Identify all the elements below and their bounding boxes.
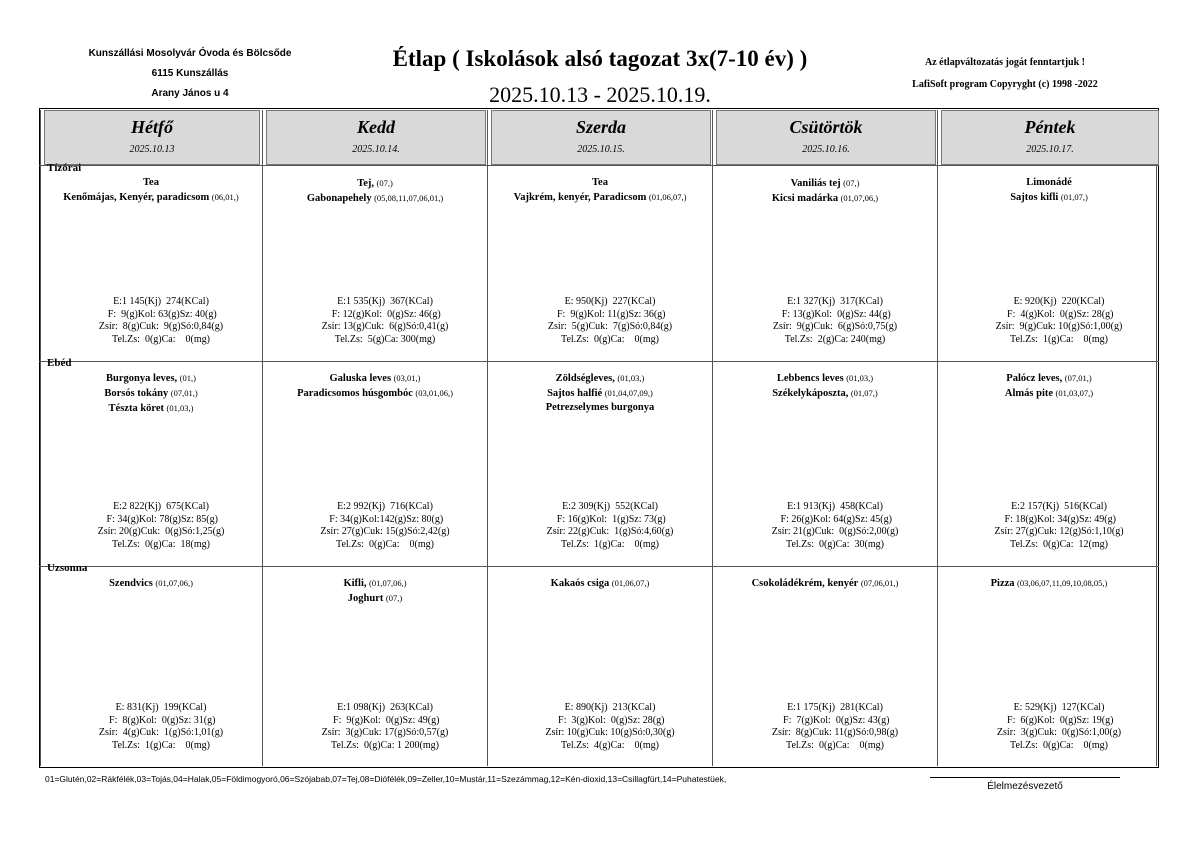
dish-allergens: (01,07,): [850, 388, 878, 398]
dish: [42, 401, 260, 416]
dish-name: Limonádé: [1026, 177, 1072, 188]
menu-cell: [264, 176, 486, 206]
column-divider: [937, 110, 938, 766]
dish-name: Paradicsomos húsgombóc: [297, 388, 413, 399]
dish: [714, 191, 936, 206]
dish-allergens: (06,01,): [211, 192, 239, 202]
menu-cell: [489, 371, 711, 415]
dish-allergens: (07,): [385, 593, 403, 603]
meal-label: Ebéd: [47, 357, 72, 369]
dish-allergens: (03,06,07,11,09,10,08,05,): [1017, 578, 1108, 588]
column-divider: [40, 110, 41, 766]
date-range: 2025.10.13 - 2025.10.19.: [489, 82, 711, 107]
allergen-legend: 01=Glutén,02=Rákfélék,03=Tojás,04=Halak,05=Földimogyoró,06=Szójabab,07=Tej,08=Diófélék,09=Zeller,10=Mustár,11=Szezámmag,12=Kén-dioxid,13=Csillagfürt,14=Puhatestüek,: [45, 774, 727, 784]
menu-cell: [264, 371, 486, 401]
dish-name: Palócz leves,: [1006, 373, 1063, 384]
dish: [939, 371, 1159, 386]
menu-cell: [714, 371, 936, 401]
dish: [489, 176, 711, 190]
dish: [42, 190, 260, 205]
dish-name: Kakaós csiga: [550, 578, 610, 589]
dish: [264, 591, 486, 606]
nutrition-info: E: 890(Kj) 213(KCal) F: 3(g)Kol: 0(g)Sz: 28(g) Zsír: 10(g)Cuk: 10(g)Só:0,30(g) Tel.Zs: 4(g)Ca: 0(mg): [545, 702, 675, 751]
dish-name: Lebbencs leves: [776, 373, 844, 384]
dish: [42, 386, 260, 401]
nutrition-info: E:2 157(Kj) 516(KCal) F: 18(g)Kol: 34(g)Sz: 49(g) Zsír: 27(g)Cuk: 12(g)Só:1,10(g) Tel.Zs: 0(g)Ca: 12(mg): [994, 501, 1124, 550]
org-header: [60, 44, 320, 104]
dish: [489, 401, 711, 415]
day-name: Kedd: [357, 117, 395, 137]
dish: [939, 176, 1159, 190]
nutrition-info: E:2 992(Kj) 716(KCal) F: 34(g)Kol:142(g)Sz: 80(g) Zsír: 27(g)Cuk: 15(g)Só:2,42(g) Tel.Zs: 0(g)Ca: 0(mg): [320, 501, 450, 550]
row-divider: [39, 361, 1159, 362]
nutrition-info: E:1 327(Kj) 317(KCal) F: 13(g)Kol: 0(g)Sz: 44(g) Zsír: 9(g)Cuk: 6(g)Só:0,75(g) Tel.Zs: 2(g)Ca: 240(mg): [772, 296, 898, 345]
dish: [939, 386, 1159, 401]
day-header: [941, 110, 1159, 165]
dish-allergens: (03,01,06,): [415, 388, 453, 398]
dish: [714, 386, 936, 401]
dish: [939, 190, 1159, 205]
org-street: Arany János u 4: [151, 88, 229, 99]
dish: [264, 176, 486, 191]
column-divider: [1156, 110, 1157, 766]
notice-block: [860, 52, 1150, 96]
signature-label: Élelmezésvezető: [987, 781, 1063, 792]
day-header: [44, 110, 260, 165]
dish-name: Gabonapehely: [306, 193, 372, 204]
dish-name: Vajkrém, kenyér, Paradicsom: [513, 192, 647, 203]
copyright-text: LafiSoft program Copyryght (c) 1998 -2022: [912, 79, 1098, 90]
nutrition-info: E:2 822(Kj) 675(KCal) F: 34(g)Kol: 78(g)Sz: 85(g) Zsír: 20(g)Cuk: 0(g)Só:1,25(g) Tel.Zs: 0(g)Ca: 18(mg): [97, 501, 225, 550]
dish-name: Csokoládékrém, kenyér: [751, 578, 859, 589]
nutrition-info: E:1 098(Kj) 263(KCal) F: 9(g)Kol: 0(g)Sz: 49(g) Zsír: 3(g)Cuk: 17(g)Só:0,57(g) Tel.Zs: 0(g)Ca: 1 200(mg): [321, 702, 449, 751]
menu-cell: [42, 176, 260, 205]
dish-name: Almás pite: [1004, 388, 1054, 399]
dish-allergens: (01,07,): [1060, 192, 1088, 202]
org-zip-city: 6115 Kunszállás: [151, 68, 229, 79]
dish-allergens: (01,03,): [166, 403, 194, 413]
dish-name: Galuska leves: [329, 373, 392, 384]
menu-cell: [714, 576, 936, 591]
column-divider: [712, 110, 713, 766]
dish-name: Burgonya leves,: [106, 373, 178, 384]
dish-allergens: (01,03,): [846, 373, 874, 383]
nutrition-info: E:1 535(Kj) 367(KCal) F: 12(g)Kol: 0(g)Sz: 46(g) Zsír: 13(g)Cuk: 6(g)Só:0,41(g) Tel.Zs: 5(g)Ca: 300(mg): [321, 296, 449, 345]
dish-name: Zöldségleves,: [555, 373, 615, 384]
day-date: 2025.10.16.: [802, 144, 850, 155]
dish-name: Petrezselymes burgonya: [545, 402, 655, 413]
dish-name: Kifli,: [343, 578, 367, 589]
nutrition-info: E:1 913(Kj) 458(KCal) F: 26(g)Kol: 64(g)Sz: 45(g) Zsír: 21(g)Cuk: 0(g)Só:2,00(g) Tel.Zs: 0(g)Ca: 30(mg): [771, 501, 899, 550]
dish-allergens: (01,): [179, 373, 196, 383]
dish: [939, 576, 1159, 591]
dish: [264, 191, 486, 206]
day-name: Csütörtök: [789, 117, 863, 137]
dish: [489, 386, 711, 401]
dish-allergens: (01,03,): [617, 373, 645, 383]
day-name: Péntek: [1024, 117, 1076, 137]
dish-allergens: (07,): [376, 178, 393, 188]
menu-cell: [42, 371, 260, 416]
menu-cell: [714, 176, 936, 206]
dish: [489, 190, 711, 205]
day-date: 2025.10.15.: [577, 144, 625, 155]
dish-name: Borsós tokány: [104, 388, 169, 399]
dish: [714, 371, 936, 386]
day-date: 2025.10.13: [129, 144, 175, 155]
dish-allergens: (01,07,06,): [840, 193, 879, 203]
org-name: Kunszállási Mosolyvár Óvoda és Bölcsőde: [88, 48, 292, 59]
dish-name: Kenőmájas, Kenyér, paradicsom: [63, 192, 210, 203]
row-divider: [39, 566, 1159, 567]
nutrition-info: E:2 309(Kj) 552(KCal) F: 16(g)Kol: 1(g)Sz: 73(g) Zsír: 22(g)Cuk: 1(g)Só:4,60(g) Tel.Zs: 1(g)Ca: 0(mg): [546, 501, 674, 550]
dish-allergens: (07,06,01,): [860, 578, 899, 588]
dish: [42, 176, 260, 190]
meal-label: Tízórai: [47, 162, 82, 174]
menu-cell: [42, 576, 260, 591]
day-header: [491, 110, 711, 165]
day-name: Hétfő: [131, 117, 173, 137]
dish-allergens: (01,07,06,): [155, 578, 193, 588]
dish: [42, 371, 260, 386]
page-title: Étlap ( Iskolások alsó tagozat 3x(7-10 év) ): [392, 46, 808, 71]
nutrition-info: E: 831(Kj) 199(KCal) F: 8(g)Kol: 0(g)Sz: 31(g) Zsír: 4(g)Cuk: 1(g)Só:1,01(g) Tel.Zs: 1(g)Ca: 0(mg): [98, 702, 224, 751]
nutrition-info: E: 950(Kj) 227(KCal) F: 9(g)Kol: 11(g)Sz: 36(g) Zsír: 5(g)Cuk: 7(g)Só:0,84(g) Tel.Zs: 0(g)Ca: 0(mg): [547, 296, 673, 345]
meal-label: Uzsonna: [47, 562, 88, 574]
dish-name: Tea: [592, 177, 608, 188]
dish: [264, 371, 486, 386]
column-divider: [262, 110, 263, 766]
day-date: 2025.10.14.: [352, 144, 400, 155]
dish-name: Tea: [143, 177, 159, 188]
dish-allergens: (01,07,06,): [369, 578, 407, 588]
menu-cell: [939, 576, 1159, 591]
dish-name: Székelykáposzta,: [772, 388, 849, 399]
dish-name: Sajtos kifli: [1010, 192, 1059, 203]
dish-name: Kicsi madárka: [771, 193, 839, 204]
dish-name: Tej,: [357, 178, 375, 189]
dish-name: Joghurt: [347, 593, 384, 604]
menu-table: [39, 108, 1159, 768]
dish-allergens: (01,06,07,): [648, 192, 687, 202]
menu-cell: [489, 176, 711, 205]
nutrition-info: E: 529(Kj) 127(KCal) F: 6(g)Kol: 0(g)Sz: 19(g) Zsír: 3(g)Cuk: 0(g)Só:1,00(g) Tel.Zs: 0(g)Ca: 0(mg): [996, 702, 1122, 751]
dish-allergens: (01,03,07,): [1055, 388, 1094, 398]
menu-cell: [939, 176, 1159, 205]
column-divider: [487, 110, 488, 766]
dish: [489, 371, 711, 386]
dish-allergens: (07,01,): [170, 388, 198, 398]
menu-cell: [939, 371, 1159, 401]
dish: [264, 576, 486, 591]
nutrition-info: E:1 145(Kj) 274(KCal) F: 9(g)Kol: 63(g)Sz: 40(g) Zsír: 8(g)Cuk: 9(g)Só:0,84(g) Tel.Zs: 0(g)Ca: 0(mg): [98, 296, 224, 345]
dish-name: Tészta köret: [108, 403, 165, 414]
dish: [714, 576, 936, 591]
nutrition-info: E: 920(Kj) 220(KCal) F: 4(g)Kol: 0(g)Sz: 28(g) Zsír: 9(g)Cuk: 10(g)Só:1,00(g) Tel.Zs: 1(g)Ca: 0(mg): [995, 296, 1123, 345]
dish: [42, 576, 260, 591]
dish-allergens: (07,01,): [1064, 373, 1092, 383]
menu-cell: [264, 576, 486, 606]
dish-allergens: (01,06,07,): [611, 578, 650, 588]
day-name: Szerda: [575, 117, 626, 137]
dish-allergens: (07,): [843, 178, 860, 188]
change-notice: Az étlapváltozatás jogát fenntartjuk !: [925, 57, 1085, 68]
dish-allergens: (05,08,11,07,06,01,): [374, 193, 444, 203]
dish-name: Pizza: [990, 578, 1015, 589]
dish-allergens: (03,01,): [393, 373, 421, 383]
dish-name: Vaniliás tej: [790, 178, 841, 189]
dish-name: Szendvics: [109, 578, 153, 589]
nutrition-info: E:1 175(Kj) 281(KCal) F: 7(g)Kol: 0(g)Sz: 43(g) Zsír: 8(g)Cuk: 11(g)Só:0,98(g) Tel.Zs: 0(g)Ca: 0(mg): [771, 702, 899, 751]
menu-cell: [489, 576, 711, 591]
day-header: [716, 110, 936, 165]
dish-allergens: (01,04,07,09,): [604, 388, 653, 398]
dish: [489, 576, 711, 591]
dish-name: Sajtos halfié: [547, 388, 603, 399]
day-header: [266, 110, 486, 165]
dish: [714, 176, 936, 191]
row-divider: [39, 165, 1159, 166]
dish: [264, 386, 486, 401]
day-date: 2025.10.17.: [1026, 144, 1074, 155]
signature-line: [930, 777, 1120, 778]
